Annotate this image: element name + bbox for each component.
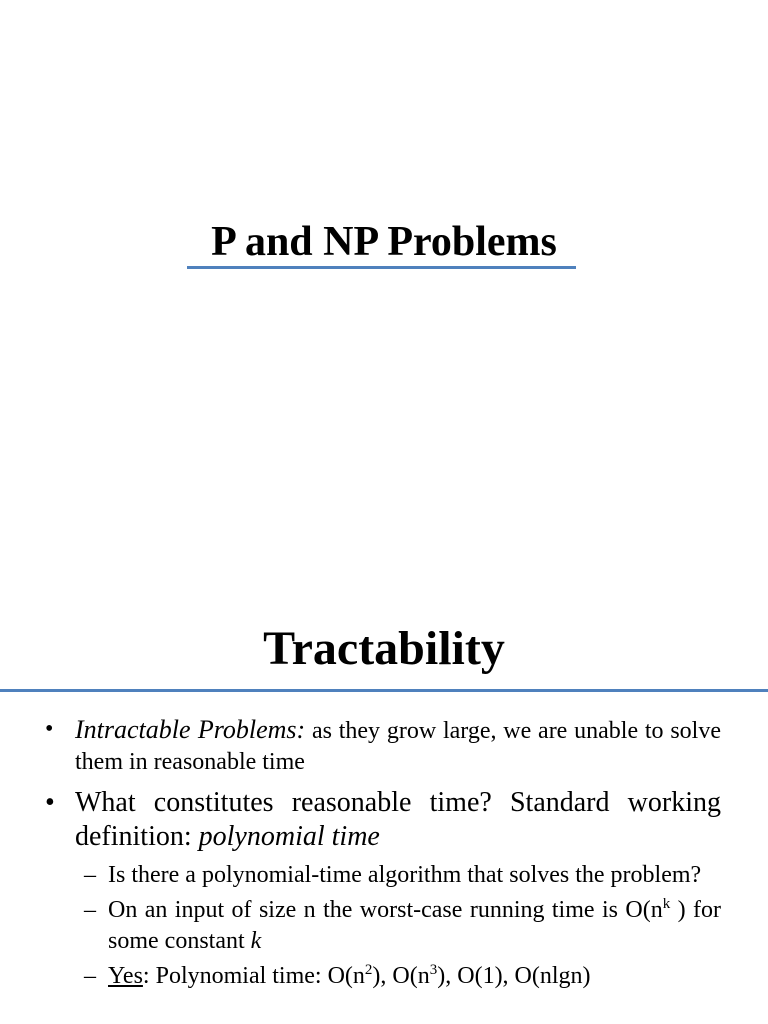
slide-heading: Tractability xyxy=(263,622,505,675)
sub-bullet-text: On an input of size n the worst-case running time is O(n xyxy=(108,897,663,923)
sub-bullet-text: ), O(n xyxy=(372,963,430,989)
bullet-text: as they grow large, we are unable to solve them in reasonable time xyxy=(75,718,721,775)
bullet-lead: Intractable Problems: xyxy=(75,715,306,744)
sub-bullet-text: : Polynomial time: O(n xyxy=(142,963,365,989)
bullet-item xyxy=(0,714,768,778)
slide-title: P and NP Problems xyxy=(211,219,557,265)
slide-body xyxy=(0,714,768,996)
bullet-item xyxy=(0,786,768,854)
sub-bullet-text: ), O(1), O(nlgn) xyxy=(437,963,591,989)
sub-bullet-text: ) for some constant xyxy=(108,897,721,954)
bullet-text: What constitutes reasonable time? Standard working definition: xyxy=(75,787,721,852)
sub-bullet-item xyxy=(0,860,768,891)
bullet-marker: • xyxy=(45,716,54,742)
heading-rule xyxy=(0,689,768,692)
sub-bullet-label: Yes xyxy=(108,963,143,989)
sub-bullet-item xyxy=(0,895,768,957)
dash-marker: – xyxy=(84,862,96,888)
dash-marker: – xyxy=(84,963,96,989)
slide-tractability xyxy=(0,590,768,1024)
exponent: 3 xyxy=(429,962,438,978)
title-underline xyxy=(187,266,576,269)
dash-marker: – xyxy=(84,897,96,923)
bullet-emphasis: polynomial time xyxy=(198,821,380,852)
variable: k xyxy=(250,928,262,954)
bullet-marker: • xyxy=(45,787,55,818)
exponent: k xyxy=(662,896,671,912)
sub-bullet-item xyxy=(0,961,768,992)
exponent: 2 xyxy=(364,962,373,978)
sub-bullet-text: Is there a polynomial-time algorithm that solves the problem? xyxy=(108,862,702,888)
